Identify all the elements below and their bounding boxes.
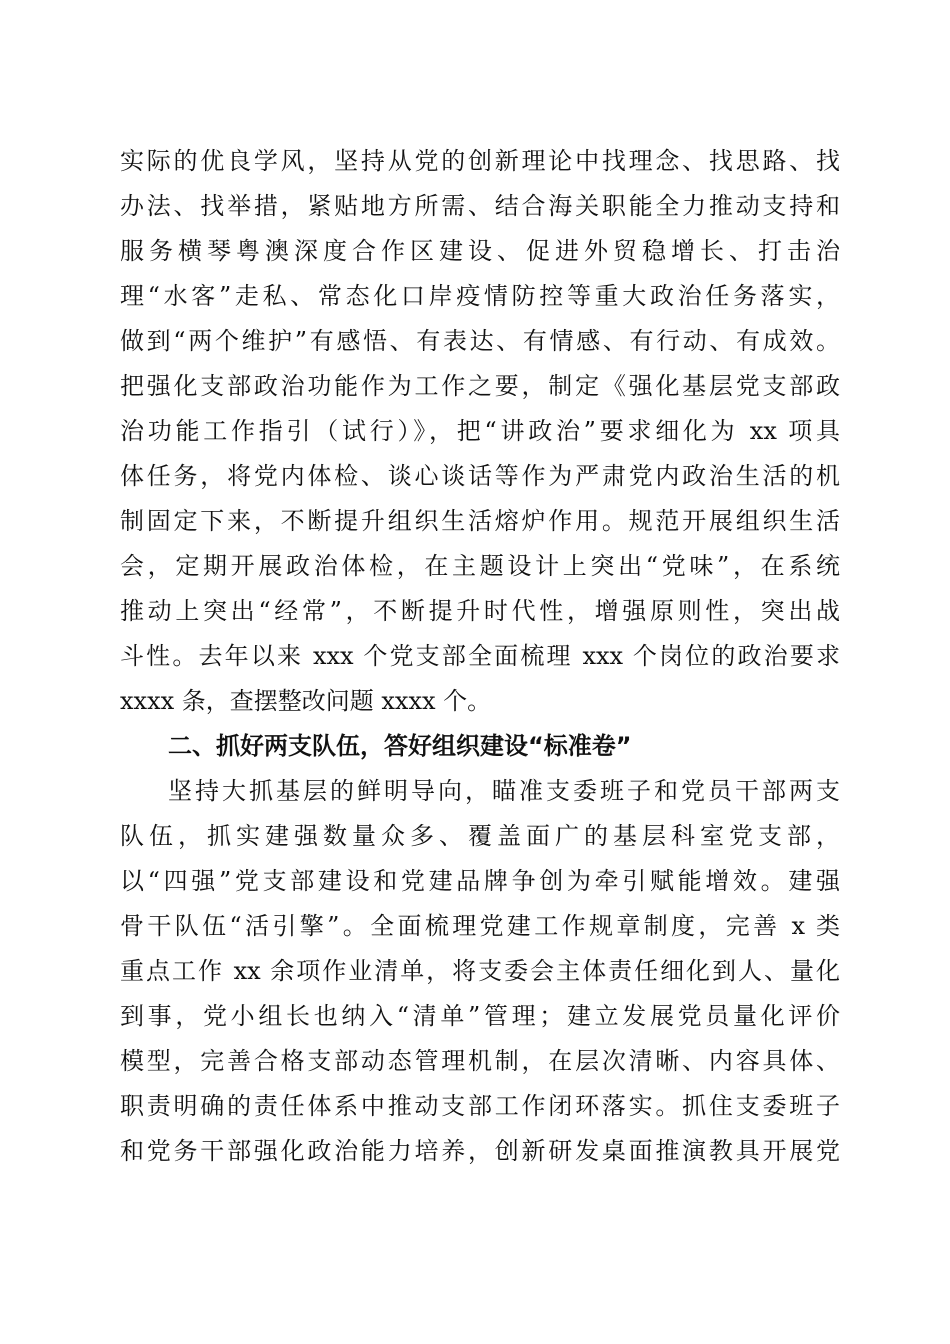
paragraph-2-line-5: 重点工作 xx 余项作业清单，将支委会主体责任细化到人、量化: [120, 957, 840, 985]
paragraph-2-line-9: 和党务干部强化政治能力培养，创新研发桌面推演教具开展党: [120, 1137, 840, 1165]
paragraph-2-line-8: 职责明确的责任体系中推动支部工作闭环落实。抓住支委班子: [120, 1092, 840, 1120]
paragraph-1-line-4: 理“水客”走私、常态化口岸疫情防控等重大政治任务落实，: [120, 282, 840, 310]
paragraph-1-line-7: 治功能工作指引（试行）》，把“讲政治”要求细化为 xx 项具: [120, 417, 840, 445]
paragraph-1-line-3: 服务横琴粤澳深度合作区建设、促进外贸稳增长、打击治: [120, 237, 840, 265]
paragraph-1-line-11: 推动上突出“经常”，不断提升时代性，增强原则性，突出战: [120, 597, 840, 625]
paragraph-1-line-1: 实际的优良学风，坚持从党的创新理论中找理念、找思路、找: [120, 147, 840, 175]
paragraph-1-line-6: 把强化支部政治功能作为工作之要，制定《强化基层党支部政: [120, 372, 840, 400]
paragraph-1-line-13: xxxx 条，查摆整改问题 xxxx 个。: [120, 687, 492, 715]
paragraph-2-line-3: 以“四强”党支部建设和党建品牌争创为牵引赋能增效。建强: [120, 867, 840, 895]
paragraph-1-line-12: 斗性。去年以来 xxx 个党支部全面梳理 xxx 个岗位的政治要求: [120, 642, 840, 670]
paragraph-2-line-4: 骨干队伍“活引擎”。全面梳理党建工作规章制度，完善 x 类: [120, 912, 840, 940]
paragraph-2-line-1: 坚持大抓基层的鲜明导向，瞄准支委班子和党员干部两支: [168, 777, 840, 805]
paragraph-1-line-5: 做到“两个维护”有感悟、有表达、有情感、有行动、有成效。: [120, 327, 840, 355]
paragraph-1-line-9: 制固定下来，不断提升组织生活熔炉作用。规范开展组织生活: [120, 507, 840, 535]
paragraph-2-line-2: 队伍，抓实建强数量众多、覆盖面广的基层科室党支部，: [120, 822, 840, 850]
paragraph-2-line-6: 到事，党小组长也纳入“清单”管理；建立发展党员量化评价: [120, 1002, 840, 1030]
paragraph-1-line-8: 体任务，将党内体检、谈心谈话等作为严肃党内政治生活的机: [120, 462, 840, 490]
paragraph-1-line-10: 会，定期开展政治体检，在主题设计上突出“党味”，在系统: [120, 552, 840, 580]
paragraph-1-line-2: 办法、找举措，紧贴地方所需、结合海关职能全力推动支持和: [120, 192, 840, 220]
paragraph-2-line-7: 模型，完善合格支部动态管理机制，在层次清晰、内容具体、: [120, 1047, 840, 1075]
section-heading-2: 二、抓好两支队伍，答好组织建设“标准卷”: [168, 732, 632, 760]
